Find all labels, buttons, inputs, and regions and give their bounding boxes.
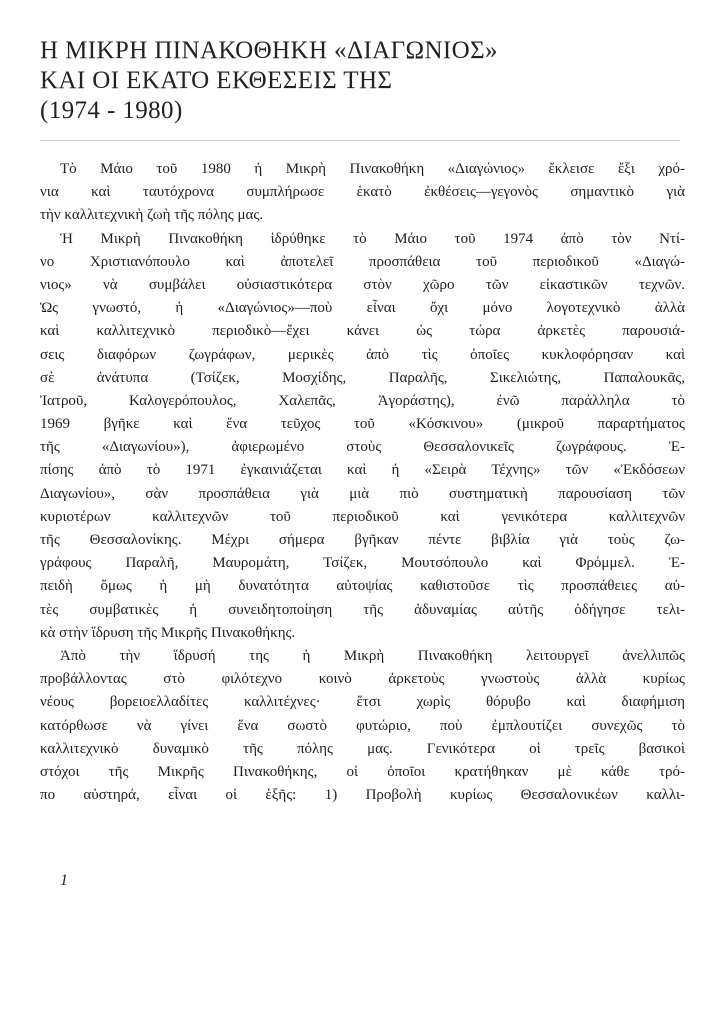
text-line: Ἀπὸ τὴν ἵδρυσή της ἡ Μικρὴ Πινακοθήκη λειτουργεῖ ἀνελλιπῶς [60, 647, 685, 664]
text-line: Διαγωνίου», σὰν προσπάθεια γιὰ μιὰ πιὸ συστηματικὴ παρουσίαση τῶν [40, 485, 685, 502]
text-line: Ὡς γνωστό, ἡ «Διαγώνιος»—ποὺ εἶναι ὄχι μόνο λογοτεχνικὸ ἀλλὰ [40, 300, 685, 317]
text-line: σεις διαφόρων ζωγράφων, μερικὲς ἀπὸ τὶς ὁποῖες κυκλοφόρησαν καὶ [40, 346, 685, 363]
title-divider [40, 140, 680, 141]
text-line: τῆς Θεσσαλονίκης. Μέχρι σήμερα βγῆκαν πέντε βιβλία γιὰ τοὺς ζω- [40, 532, 685, 548]
title-line-3: (1974 - 1980) [40, 97, 183, 124]
text-line: νια καὶ ταυτόχρονα συμπλήρωσε ἑκατὸ ἐκθέσεις—γεγονὸς σημαντικὸ γιὰ [40, 184, 685, 201]
page-number: 1 [60, 872, 68, 889]
text-line: γράφους Παραλῆ, Μαυρομάτη, Τσίζεκ, Μουτσόπουλο καὶ Φρόμμελ. Ἐ- [40, 555, 685, 572]
text-line: νο Χριστιανόπουλο καὶ ἀποτελεῖ προσπάθεια τοῦ περιοδικοῦ «Διαγώ- [40, 253, 685, 270]
document-title [40, 36, 660, 126]
text-line: πίσης ἀπὸ τὸ 1971 ἐγκαινιάζεται καὶ ἡ «Σειρὰ Τέχνης» τῶν «Ἐκδόσεων [40, 462, 685, 479]
text-line: καλλιτεχνικὸ δυναμικὸ τῆς πόλης μας. Γενικότερα οἱ τρεῖς βασικοὶ [40, 740, 685, 757]
text-line: 1969 βγῆκε καὶ ἕνα τεῦχος τοῦ «Κόσκινου» (μικροῦ παραρτήματος [40, 416, 685, 433]
body-text [40, 158, 685, 807]
text-line: τὲς συμβατικὲς ἡ συνειδητοποίηση τῆς ἀδυναμίας αὐτῆς ὁδήγησε τελι- [40, 601, 685, 618]
text-line: Τὸ Μάιο τοῦ 1980 ἡ Μικρὴ Πινακοθήκη «Διαγώνιος» ἔκλεισε ἔξι χρό- [60, 161, 685, 177]
text-line: πο αὐστηρά, εἶναι οἱ ἑξῆς: 1) Προβολὴ κυρίως Θεσσαλονικέων καλλι- [40, 787, 685, 804]
text-line: στόχοι τῆς Μικρῆς Πινακοθήκης, οἱ ὁποῖοι κρατήθηκαν μὲ κάθε τρό- [40, 763, 685, 780]
text-line: κὰ στὴν ἵδρυση τῆς Μικρῆς Πινακοθήκης. [40, 624, 296, 641]
text-line: κυριοτέρων καλλιτεχνῶν τοῦ περιοδικοῦ καὶ γενικότερα καλλιτεχνῶν [40, 508, 685, 525]
title-line-2: ΚΑΙ ΟΙ ΕΚΑΤΟ ΕΚΘΕΣΕΙΣ ΤΗΣ [40, 67, 393, 94]
text-line: νέους βορειοελλαδίτες καλλιτέχνες· ἔτσι χωρὶς θόρυβο καὶ διαφήμιση [40, 694, 685, 711]
text-line: σὲ ἀνάτυπα (Τσίζεκ, Μοσχίδης, Παραλῆς, Σικελιώτης, Παπαλουκᾶς, [40, 369, 685, 386]
text-line: νιος» νὰ συμβάλει οὐσιαστικότερα στὸν χῶρο τῶν εἰκαστικῶν τεχνῶν. [40, 276, 685, 293]
text-line: προβάλλοντας στὸ φιλότεχνο κοινὸ ἀρκετοὺς γνωστοὺς ἀλλὰ κυρίως [40, 671, 685, 688]
text-line: καὶ καλλιτεχνικὸ περιοδικὸ—ἔχει κάνει ὡς τώρα ἀρκετὲς παρουσιά- [40, 323, 685, 340]
title-line-1: Η ΜΙΚΡΗ ΠΙΝΑΚΟΘΗΚΗ «ΔΙΑΓΩΝΙΟΣ» [40, 37, 498, 64]
text-line: κατόρθωσε νὰ γίνει ἕνα σωστὸ φυτώριο, ποὺ ἐμπλουτίζει συνεχῶς τὸ [40, 717, 685, 734]
text-line: τῆς «Διαγωνίου»), ἀφιερωμένο στοὺς Θεσσαλονικεῖς ζωγράφους. Ἐ- [40, 439, 685, 456]
text-line: πειδὴ ὅμως ἡ μὴ δυνατότητα αὐτοψίας καθιστοῦσε τὶς προσπάθειες αὐ- [40, 578, 685, 595]
text-line: Ἡ Μικρὴ Πινακοθήκη ἱδρύθηκε τὸ Μάιο τοῦ 1974 ἀπὸ τὸν Ντί- [60, 230, 685, 247]
text-line: τὴν καλλιτεχνικὴ ζωὴ τῆς πόλης μας. [40, 207, 264, 224]
text-line: Ἰατροῦ, Καλογερόπουλος, Χαλεπᾶς, Ἀγοράστης), ἐνῶ παράλληλα τὸ [40, 392, 685, 409]
